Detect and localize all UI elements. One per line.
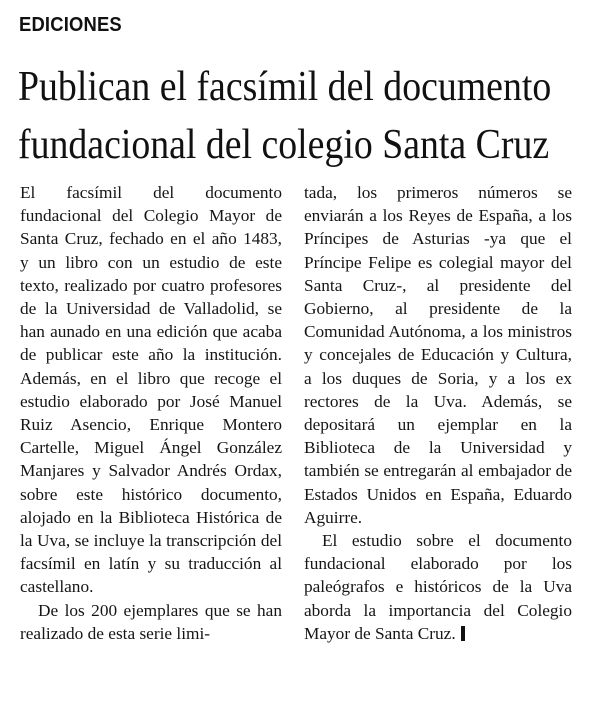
headline bbox=[18, 58, 552, 174]
headline-line-1: Publican el facsímil del documento bbox=[18, 64, 552, 110]
end-mark-icon bbox=[461, 626, 465, 641]
section-label: EDICIONES bbox=[19, 14, 122, 36]
headline-line-2: fundacional del colegio Santa Cruz bbox=[18, 122, 550, 168]
paragraph: tada, los primeros números se enviarán a los Reyes de España, a los Príncipes de Asturias -ya que el Príncipe Felipe es colegial mayor del Santa Cruz-, al presidente del Gobierno, al presidente de la Comunidad Autónoma, a los ministros y concejales de Educación y Cultura, a los duques de Soria, y a los ex rectores de la Uva. Además, se depositará un ejemplar en la Biblioteca de la Universidad y también se entregarán al embajador de Estados Unidos en España, Eduardo Aguirre. bbox=[304, 183, 572, 527]
paragraph: De los 200 ejemplares que se han realizado de esta serie limi- bbox=[20, 600, 282, 643]
article-column-right bbox=[304, 181, 572, 645]
paragraph-text: El estudio sobre el documento fundacional elaborado por los paleógrafos e históricos de la Uva aborda la importancia del Colegio Mayor de Santa Cruz. bbox=[304, 531, 572, 643]
paragraph-final bbox=[304, 529, 572, 645]
article-column-left bbox=[20, 181, 282, 645]
paragraph: El facsímil del documento fundacional del Colegio Mayor de Santa Cruz, fechado en el año 1483, y un libro con un estudio de este texto, realizado por cuatro profesores de la Universidad de Valladolid, se han aunado en una edición que acaba de publicar este año la institución. Además, en el libro que recoge el estudio elaborado por José Manuel Ruiz Asencio, Enrique Montero Cartelle, Miguel Ángel González Manjares y Salvador Andrés Ordax, sobre este histórico documento, alojado en la Biblioteca Histórica de la Uva, se incluye la transcripción del facsímil en latín y su traducción al castellano. bbox=[20, 183, 282, 597]
